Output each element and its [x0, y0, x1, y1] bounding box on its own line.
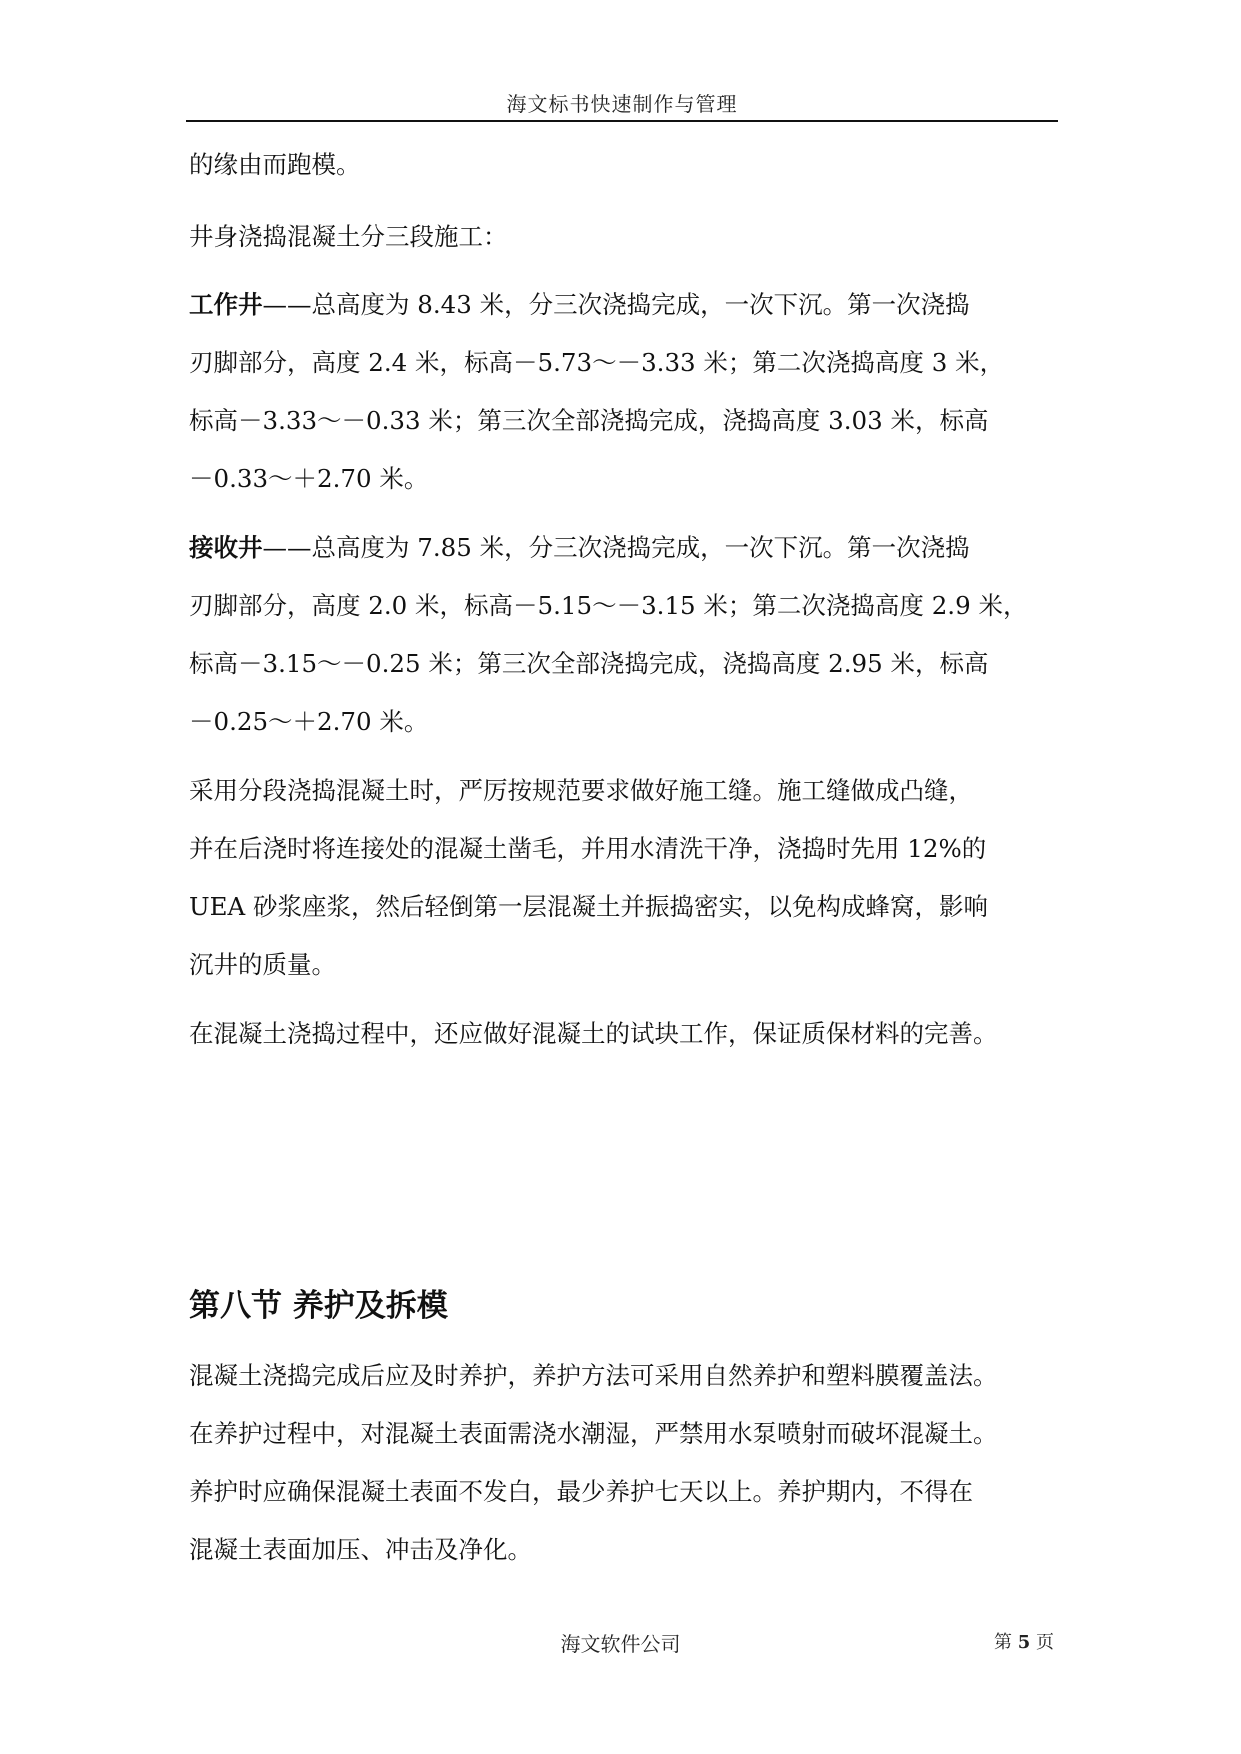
section-heading: 第八节 养护及拆模	[189, 1288, 448, 1324]
paragraph-line: 采用分段浇捣混凝土时，严厉按规范要求做好施工缝。施工缝做成凸缝，	[189, 776, 973, 805]
header-divider	[186, 120, 1058, 122]
receive-well-text: ——总高度为 7.85 米，分三次浇捣完成，一次下沉。第一次浇捣	[262, 533, 970, 562]
paragraph-line: 标高－3.15～－0.25 米；第三次全部浇捣完成，浇捣高度 2.95 米，标高	[189, 649, 989, 678]
work-well-label: 工作井	[189, 290, 263, 319]
paragraph-line: 的缘由而跑模。	[189, 150, 361, 179]
page-number	[994, 1628, 1054, 1654]
paragraph-line: 混凝土浇捣完成后应及时养护，养护方法可采用自然养护和塑料膜覆盖法。	[189, 1361, 998, 1390]
paragraph-line	[189, 290, 1069, 319]
paragraph-line: 在养护过程中，对混凝土表面需浇水潮湿，严禁用水泵喷射而破坏混凝土。	[189, 1419, 998, 1448]
paragraph-line: －0.25～＋2.70 米。	[189, 707, 429, 736]
paragraph-line: 标高－3.33～－0.33 米；第三次全部浇捣完成，浇捣高度 3.03 米，标高	[189, 406, 989, 435]
paragraph-line: 井身浇捣混凝土分三段施工：	[189, 222, 508, 251]
paragraph-line: 沉井的质量。	[189, 950, 336, 979]
paragraph-line	[189, 533, 1069, 562]
paragraph-line: UEA 砂浆座浆，然后轻倒第一层混凝土并振捣密实，以免构成蜂窝，影响	[189, 892, 989, 921]
paragraph-line: 刃脚部分，高度 2.4 米，标高－5.73～－3.33 米；第二次浇捣高度 3 米，	[189, 348, 1005, 377]
work-well-text: ——总高度为 8.43 米，分三次浇捣完成，一次下沉。第一次浇捣	[262, 290, 970, 319]
page-suffix: 页	[1036, 1632, 1054, 1653]
paragraph-line: 并在后浇时将连接处的混凝土凿毛，并用水清洗干净，浇捣时先用 12%的	[189, 834, 987, 863]
page-number-value: 5	[1017, 1632, 1031, 1653]
paragraph-line: －0.33～＋2.70 米。	[189, 464, 429, 493]
receive-well-label: 接收井	[189, 533, 263, 562]
paragraph-line: 在混凝土浇捣过程中，还应做好混凝土的试块工作，保证质保材料的完善。	[189, 1019, 998, 1048]
paragraph-line: 刃脚部分，高度 2.0 米，标高－5.15～－3.15 米；第二次浇捣高度 2.9 米，	[189, 591, 1028, 620]
footer-company: 海文软件公司	[560, 1632, 681, 1656]
paragraph-line: 养护时应确保混凝土表面不发白，最少养护七天以上。养护期内，不得在	[189, 1477, 973, 1506]
header-title: 海文标书快速制作与管理	[506, 92, 738, 116]
paragraph-line: 混凝土表面加压、冲击及净化。	[189, 1535, 532, 1564]
page-prefix: 第	[994, 1632, 1012, 1653]
